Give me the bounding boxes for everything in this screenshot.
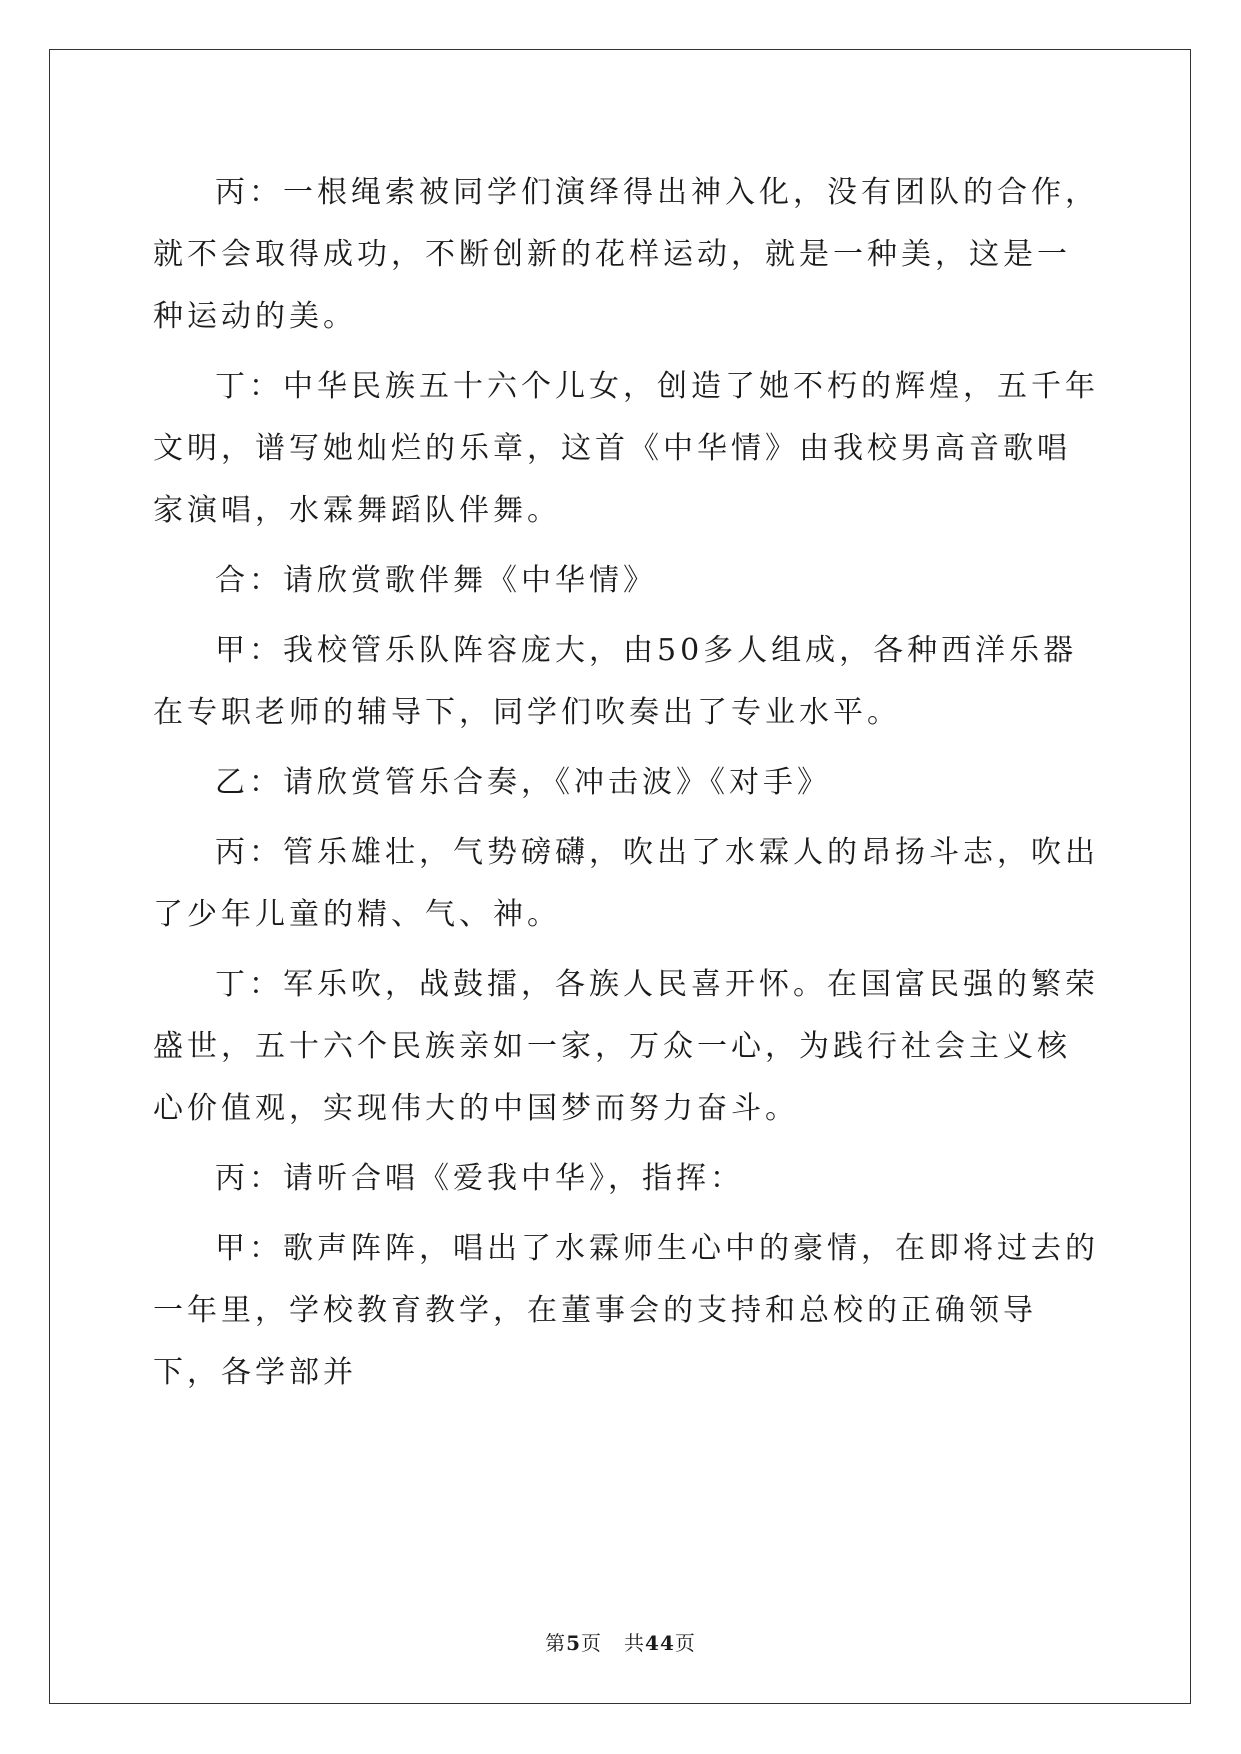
paragraph-1: 丙：一根绳索被同学们演绎得出神入化，没有团队的合作，就不会取得成功，不断创新的花样运动，就是一种美，这是一种运动的美。	[153, 175, 1099, 334]
page-prefix: 第	[545, 1631, 567, 1655]
total-pages: 44	[645, 1631, 675, 1655]
paragraph-5: 乙：请欣赏管乐合奏，《冲击波》《对手》	[215, 765, 831, 800]
paragraph-3: 合：请欣赏歌伴舞《中华情》	[215, 563, 657, 598]
page-footer	[0, 1627, 1241, 1656]
document-body	[153, 162, 1103, 1412]
paragraph-4: 甲：我校管乐队阵容庞大，由50多人组成，各种西洋乐器在专职老师的辅导下，同学们吹奏出了专业水平。	[153, 633, 1078, 730]
paragraph-2: 丁：中华民族五十六个儿女，创造了她不朽的辉煌，五千年文明，谱写她灿烂的乐章，这首《中华情》由我校男高音歌唱家演唱，水霖舞蹈队伴舞。	[153, 369, 1099, 528]
paragraph-8: 丙：请听合唱《爱我中华》，指挥：	[215, 1161, 744, 1196]
total-suffix: 页	[674, 1631, 696, 1655]
total-prefix: 共	[624, 1631, 646, 1655]
page-number: 5	[566, 1631, 582, 1655]
paragraph-9: 甲：歌声阵阵，唱出了水霖师生心中的豪情，在即将过去的一年里，学校教育教学，在董事会的支持和总校的正确领导下，各学部并	[153, 1231, 1099, 1390]
paragraph-7: 丁：军乐吹，战鼓擂，各族人民喜开怀。在国富民强的繁荣盛世，五十六个民族亲如一家，万众一心，为践行社会主义核心价值观，实现伟大的中国梦而努力奋斗。	[153, 967, 1099, 1126]
paragraph-6: 丙：管乐雄壮，气势磅礴，吹出了水霖人的昂扬斗志，吹出了少年儿童的精、气、神。	[153, 835, 1099, 932]
page-suffix: 页	[581, 1631, 603, 1655]
